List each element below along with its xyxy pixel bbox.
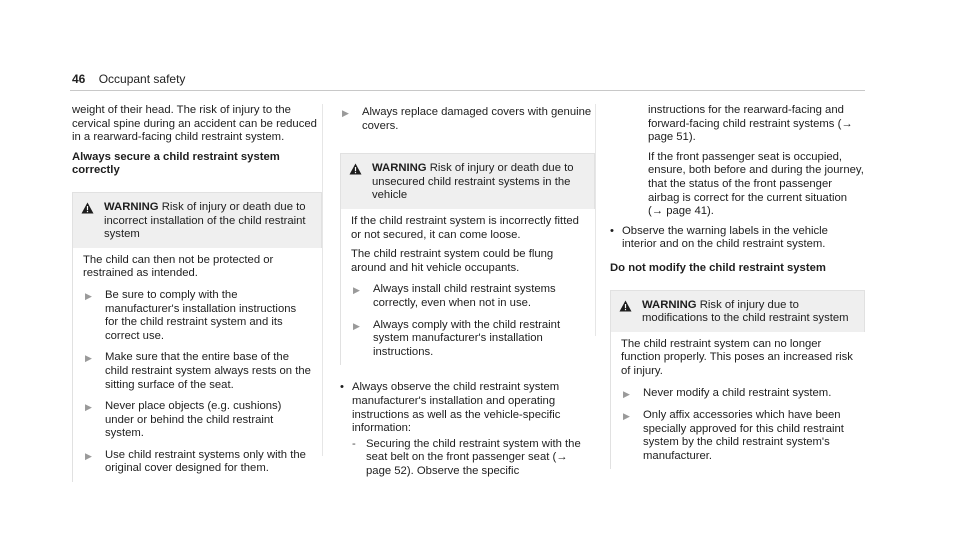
step-text: Always install child restraint systems correctly, even when not in use. xyxy=(373,283,556,309)
section-subheading: Always secure a child restraint system correctly xyxy=(72,150,280,177)
step-item xyxy=(621,387,854,402)
warning-text: Risk of injury or death due to unsecured child restraint systems in the vehicle xyxy=(372,162,574,202)
step-arrow-icon: ▶ xyxy=(85,290,92,301)
warning-paragraph: The child restraint system can no longer function properly. This poses an increased risk of injury. xyxy=(621,337,853,377)
step-item xyxy=(351,319,584,360)
warning-body xyxy=(610,332,865,470)
step-arrow-icon: ▶ xyxy=(342,108,349,118)
step-arrow-icon: ▶ xyxy=(85,450,92,461)
warning-text: Risk of injury due to modifications to the child restraint system xyxy=(642,298,849,325)
warning-box xyxy=(610,290,865,470)
page-number: 46 xyxy=(72,72,86,86)
warning-header xyxy=(73,193,321,248)
step-arrow-icon: ▶ xyxy=(353,285,360,296)
step-item xyxy=(83,351,311,392)
step-item xyxy=(351,283,584,310)
continued-paragraph: If the front passenger seat is occupied, ensure, both before and during the journey, that the status of the front passenger airbag is correct for the current situation (→ page 41). xyxy=(648,150,864,218)
step-item xyxy=(621,409,854,463)
step-item xyxy=(340,106,595,133)
warning-header xyxy=(341,154,594,209)
step-item xyxy=(83,289,311,343)
warning-body-continued xyxy=(340,106,595,141)
warning-label: WARNING xyxy=(642,298,697,311)
step-text: Make sure that the entire base of the child restraint system always rests on the sitting surface of the seat. xyxy=(105,351,311,391)
warning-triangle-icon xyxy=(81,202,94,214)
step-arrow-icon: ▶ xyxy=(85,353,92,364)
section-title: Occupant safety xyxy=(98,72,186,86)
warning-paragraph: If the child restraint system is incorrectly fitted or not secured, it can come loose. xyxy=(351,214,579,241)
bullet-item xyxy=(610,225,865,252)
warning-paragraph: The child can then not be protected or restrained as intended. xyxy=(83,253,274,280)
bullet-text: Always observe the child restraint system manufacturer's installation and operating instructions as well as the vehicle-specific information: xyxy=(352,381,561,435)
warning-paragraph: The child restraint system could be flung around and hit vehicle occupants. xyxy=(351,248,554,274)
step-arrow-icon: ▶ xyxy=(85,402,92,413)
warning-text: Risk of injury or death due to incorrect installation of the child restraint system xyxy=(104,200,306,241)
dash-item xyxy=(352,438,595,479)
dash-text: Securing the child restraint system with the seat belt on the front passenger seat (→ page 52). Observe the specific xyxy=(366,437,581,477)
step-text: Always comply with the child restraint system manufacturer's installation instructions. xyxy=(373,318,561,358)
bullet-text: Observe the warning labels in the vehicle interior and on the child restraint system. xyxy=(622,224,828,251)
column-3 xyxy=(610,104,865,469)
column-divider xyxy=(595,104,596,336)
warning-body xyxy=(72,248,322,482)
warning-triangle-icon xyxy=(349,163,362,175)
intro-paragraph: weight of their head. The risk of injury to the cervical spine during an accident can be reduced in a rearward-facing child restraint system. xyxy=(72,104,317,144)
warning-label: WARNING xyxy=(372,162,427,175)
step-text: Never place objects (e.g. cushions) under or behind the child restraint system. xyxy=(105,400,282,440)
warning-triangle-icon xyxy=(619,300,632,312)
warning-header xyxy=(611,291,864,332)
warning-label: WARNING xyxy=(104,200,159,213)
column-2 xyxy=(340,104,595,478)
step-arrow-icon: ▶ xyxy=(353,320,360,331)
step-text: Never modify a child restraint system. xyxy=(643,386,832,399)
warning-body xyxy=(340,209,595,365)
step-text: Be sure to comply with the manufacturer's installation instructions for the child restraint system and its correct use. xyxy=(105,288,297,342)
header-rule xyxy=(70,90,865,91)
page-header xyxy=(72,72,185,86)
bullet-item xyxy=(340,381,595,478)
bullet-icon xyxy=(610,225,622,252)
step-item xyxy=(83,400,311,441)
continued-paragraph: instructions for the rearward-facing and forward-facing child restraint systems (→ page 51). xyxy=(648,104,853,144)
warning-box xyxy=(340,153,595,365)
column-1 xyxy=(72,104,322,482)
bullet-icon xyxy=(340,381,352,478)
step-arrow-icon: ▶ xyxy=(623,411,630,422)
step-arrow-icon: ▶ xyxy=(623,388,630,399)
section-subheading: Do not modify the child restraint system xyxy=(610,261,826,274)
dash-icon: - xyxy=(352,437,356,450)
step-text: Use child restraint systems only with the original cover designed for them. xyxy=(105,448,306,475)
step-item xyxy=(83,449,311,476)
step-text: Only affix accessories which have been specially approved for this child restraint system by the child restraint system's manufacturer. xyxy=(643,409,844,462)
column-divider xyxy=(322,104,323,456)
step-text: Always replace damaged covers with genuine covers. xyxy=(362,106,592,132)
warning-box xyxy=(72,192,322,482)
